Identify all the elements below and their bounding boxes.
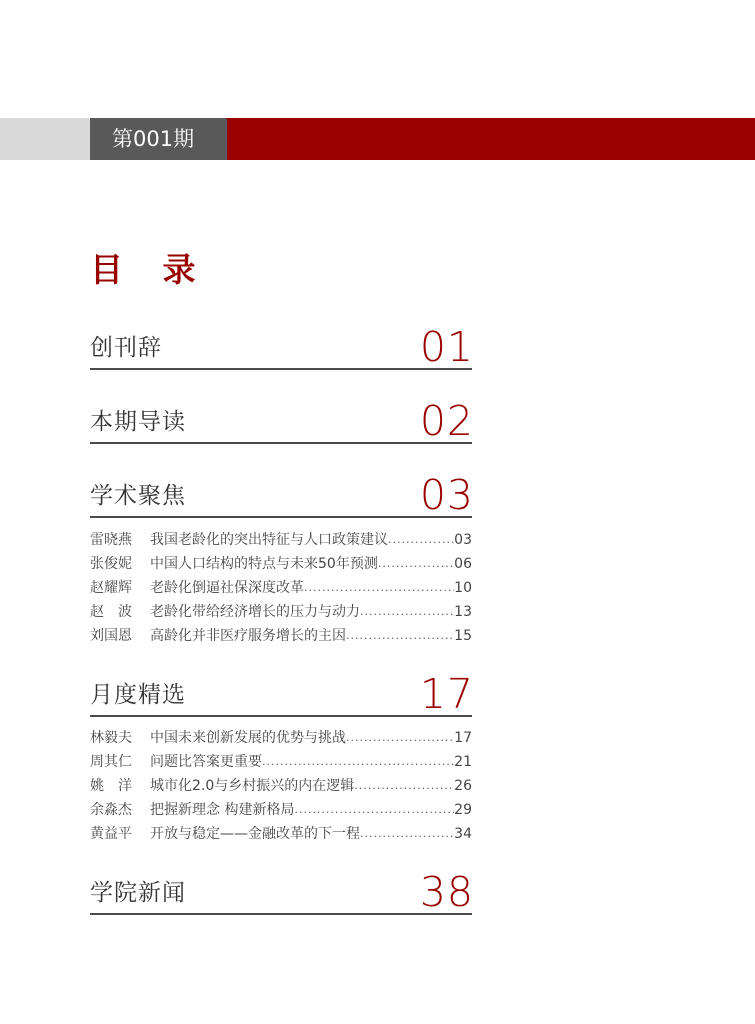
section-entries	[90, 726, 472, 846]
entry-page: 13	[454, 604, 472, 620]
leader-dots	[346, 624, 454, 648]
toc-entry[interactable]	[90, 576, 472, 600]
toc-entry[interactable]	[90, 726, 472, 750]
toc-entry[interactable]	[90, 552, 472, 576]
entry-title: 我国老龄化的突出特征与人口政策建议	[150, 532, 388, 548]
entry-page: 17	[454, 730, 472, 746]
toc-entry[interactable]	[90, 624, 472, 648]
entry-page: 21	[454, 754, 472, 770]
entry-author: 林毅夫	[90, 730, 132, 746]
leader-dots	[378, 552, 454, 576]
section-name: 学术聚焦	[90, 483, 186, 509]
toc-title: 目 录	[90, 250, 210, 289]
entry-author: 黄益平	[90, 826, 132, 842]
entry-title: 老龄化带给经济增长的压力与动力	[150, 604, 360, 620]
toc-entry[interactable]	[90, 774, 472, 798]
section-page: 17	[419, 670, 474, 718]
entry-page: 03	[454, 532, 472, 548]
entry-author: 周其仁	[90, 754, 132, 770]
section-name: 创刊辞	[90, 335, 162, 361]
leader-dots	[360, 822, 454, 846]
entry-author: 赵耀辉	[90, 580, 132, 596]
entry-author: 姚 洋	[90, 778, 132, 794]
entry-page: 29	[454, 802, 472, 818]
entry-author: 余淼杰	[90, 802, 132, 818]
toc-entry[interactable]	[90, 600, 472, 624]
issue-label: 第001期	[90, 118, 227, 160]
toc-section[interactable]	[90, 869, 472, 915]
section-page: 38	[419, 868, 474, 916]
leader-dots	[262, 750, 454, 774]
leader-dots	[294, 798, 454, 822]
entry-author: 刘国恩	[90, 628, 132, 644]
toc-entry[interactable]	[90, 528, 472, 552]
entry-author: 赵 波	[90, 604, 132, 620]
entry-page: 10	[454, 580, 472, 596]
section-page: 01	[419, 323, 474, 371]
entry-page: 26	[454, 778, 472, 794]
toc-section[interactable]	[90, 324, 472, 370]
leader-dots	[346, 726, 454, 750]
section-page: 03	[419, 471, 474, 519]
toc-entry[interactable]	[90, 822, 472, 846]
header-band-left	[0, 118, 90, 160]
entry-title: 问题比答案更重要	[150, 754, 262, 770]
entry-page: 06	[454, 556, 472, 572]
entry-page: 15	[454, 628, 472, 644]
header-band-right	[227, 118, 755, 160]
leader-dots	[360, 600, 454, 624]
entry-title: 中国未来创新发展的优势与挑战	[150, 730, 346, 746]
section-name: 月度精选	[90, 682, 186, 708]
entry-title: 老龄化倒逼社保深度改革	[150, 580, 304, 596]
section-entries	[90, 528, 472, 648]
leader-dots	[388, 528, 454, 552]
entry-title: 把握新理念 构建新格局	[150, 802, 295, 818]
toc-entry[interactable]	[90, 750, 472, 774]
entry-author: 雷晓燕	[90, 532, 132, 548]
section-name: 学院新闻	[90, 880, 186, 906]
entry-title: 中国人口结构的特点与未来50年预测	[150, 556, 378, 572]
entry-author: 张俊妮	[90, 556, 132, 572]
toc-section[interactable]	[90, 398, 472, 444]
entry-page: 34	[454, 826, 472, 842]
entry-title: 城市化2.0与乡村振兴的内在逻辑	[150, 778, 355, 794]
entry-title: 开放与稳定——金融改革的下一程	[150, 826, 360, 842]
toc-section[interactable]	[90, 671, 472, 717]
section-name: 本期导读	[90, 409, 186, 435]
toc-section[interactable]	[90, 472, 472, 518]
section-page: 02	[419, 397, 474, 445]
leader-dots	[354, 774, 454, 798]
entry-title: 高龄化并非医疗服务增长的主因	[150, 628, 346, 644]
leader-dots	[304, 576, 454, 600]
toc-entry[interactable]	[90, 798, 472, 822]
